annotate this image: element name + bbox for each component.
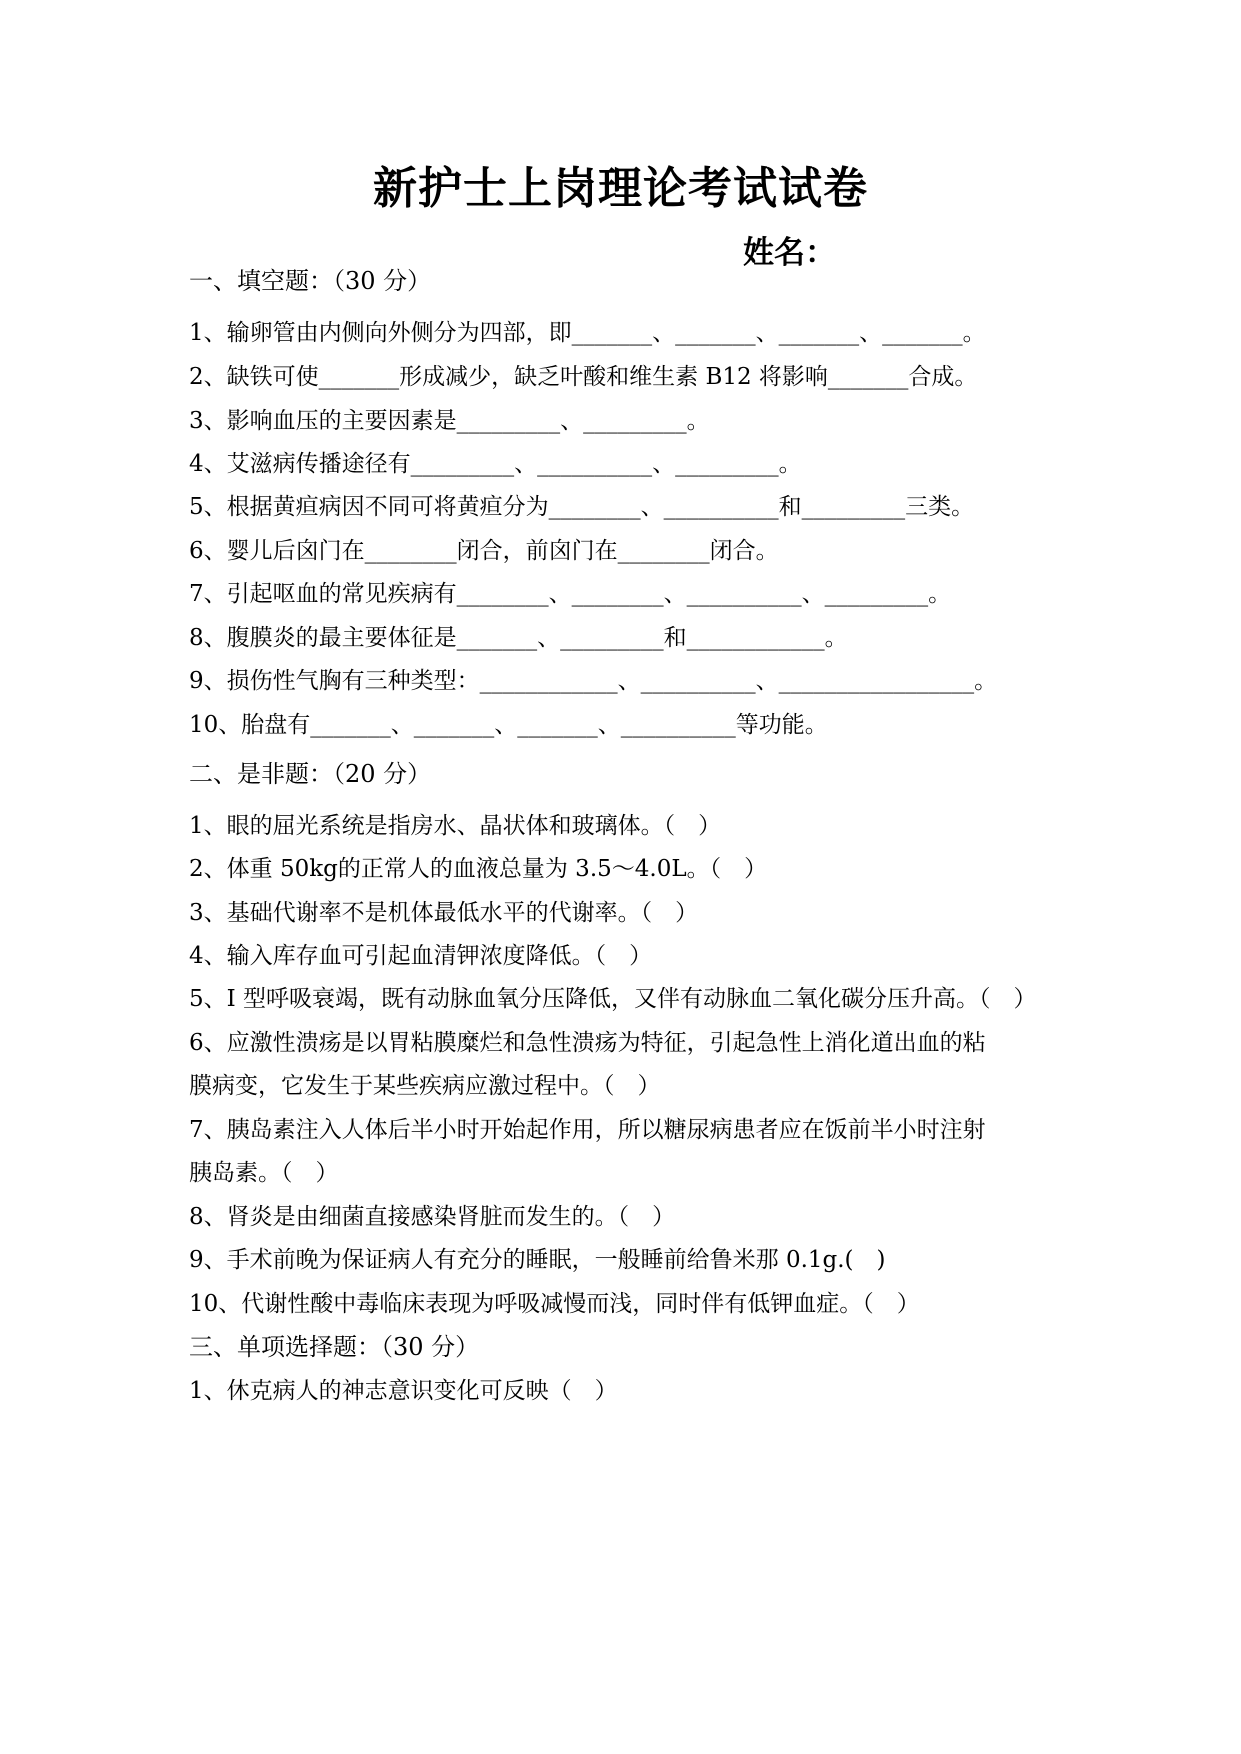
name-label: 姓名： xyxy=(743,235,836,271)
question-line: 6、婴儿后囟门在________闭合，前囟门在________闭合。 xyxy=(189,538,779,564)
question-line: 4、艾滋病传播途径有_________、__________、_________。 xyxy=(189,451,802,477)
question-line: 10、胎盘有_______、_______、_______、__________等功能。 xyxy=(189,712,828,738)
question-line: 9、损伤性气胸有三种类型：____________、__________、_________________。 xyxy=(189,668,998,694)
question-line-continued: 膜病变，它发生于某些疾病应激过程中。（ ） xyxy=(189,1073,661,1099)
question-line: 1、眼的屈光系统是指房水、晶状体和玻璃体。（ ） xyxy=(189,813,722,839)
question-line: 10、代谢性酸中毒临床表现为呼吸减慢而浅，同时伴有低钾血症。（ ） xyxy=(189,1291,920,1317)
question-line: 8、肾炎是由细菌直接感染肾脏而发生的。（ ） xyxy=(189,1204,676,1230)
question-line: 6、应激性溃疡是以胃粘膜糜烂和急性溃疡为特征，引起急性上消化道出血的粘 xyxy=(189,1030,986,1056)
question-line: 5、根据黄疸病因不同可将黄疸分为________、__________和_________三类。 xyxy=(189,494,975,520)
section-heading-true-false: 二、是非题：（20 分） xyxy=(189,760,432,788)
question-line: 5、I 型呼吸衰竭，既有动脉血氧分压降低，又伴有动脉血二氧化碳分压升高。（ ） xyxy=(189,986,1037,1012)
question-line: 3、影响血压的主要因素是_________、_________。 xyxy=(189,408,710,434)
question-line: 2、体重 50kg的正常人的血液总量为 3.5～4.0L。（ ） xyxy=(189,856,768,882)
question-line: 7、引起呕血的常见疾病有________、________、__________、_________。 xyxy=(189,581,952,607)
question-line: 7、胰岛素注入人体后半小时开始起作用，所以糖尿病患者应在饭前半小时注射 xyxy=(189,1117,986,1143)
question-line: 2、缺铁可使_______形成减少，缺乏叶酸和维生素 B12 将影响_______合成。 xyxy=(189,364,978,390)
section-heading-single-choice: 三、单项选择题：（30 分） xyxy=(189,1333,480,1361)
question-line: 3、基础代谢率不是机体最低水平的代谢率。（ ） xyxy=(189,900,699,926)
question-line: 9、手术前晚为保证病人有充分的睡眠，一般睡前给鲁米那 0.1g.( ) xyxy=(189,1247,886,1273)
question-line: 8、腹膜炎的最主要体征是_______、_________和____________。 xyxy=(189,625,848,651)
page-title: 新护士上岗理论考试试卷 xyxy=(373,163,868,214)
question-line: 1、输卵管由内侧向外侧分为四部，即_______、_______、_______、_______。 xyxy=(189,320,986,346)
section-heading-fill-blank: 一、填空题：（30 分） xyxy=(189,267,432,295)
question-line: 1、休克病人的神志意识变化可反映（ ） xyxy=(189,1378,618,1404)
question-line: 4、输入库存血可引起血清钾浓度降低。（ ） xyxy=(189,943,653,969)
question-line-continued: 胰岛素。（ ） xyxy=(189,1160,339,1186)
